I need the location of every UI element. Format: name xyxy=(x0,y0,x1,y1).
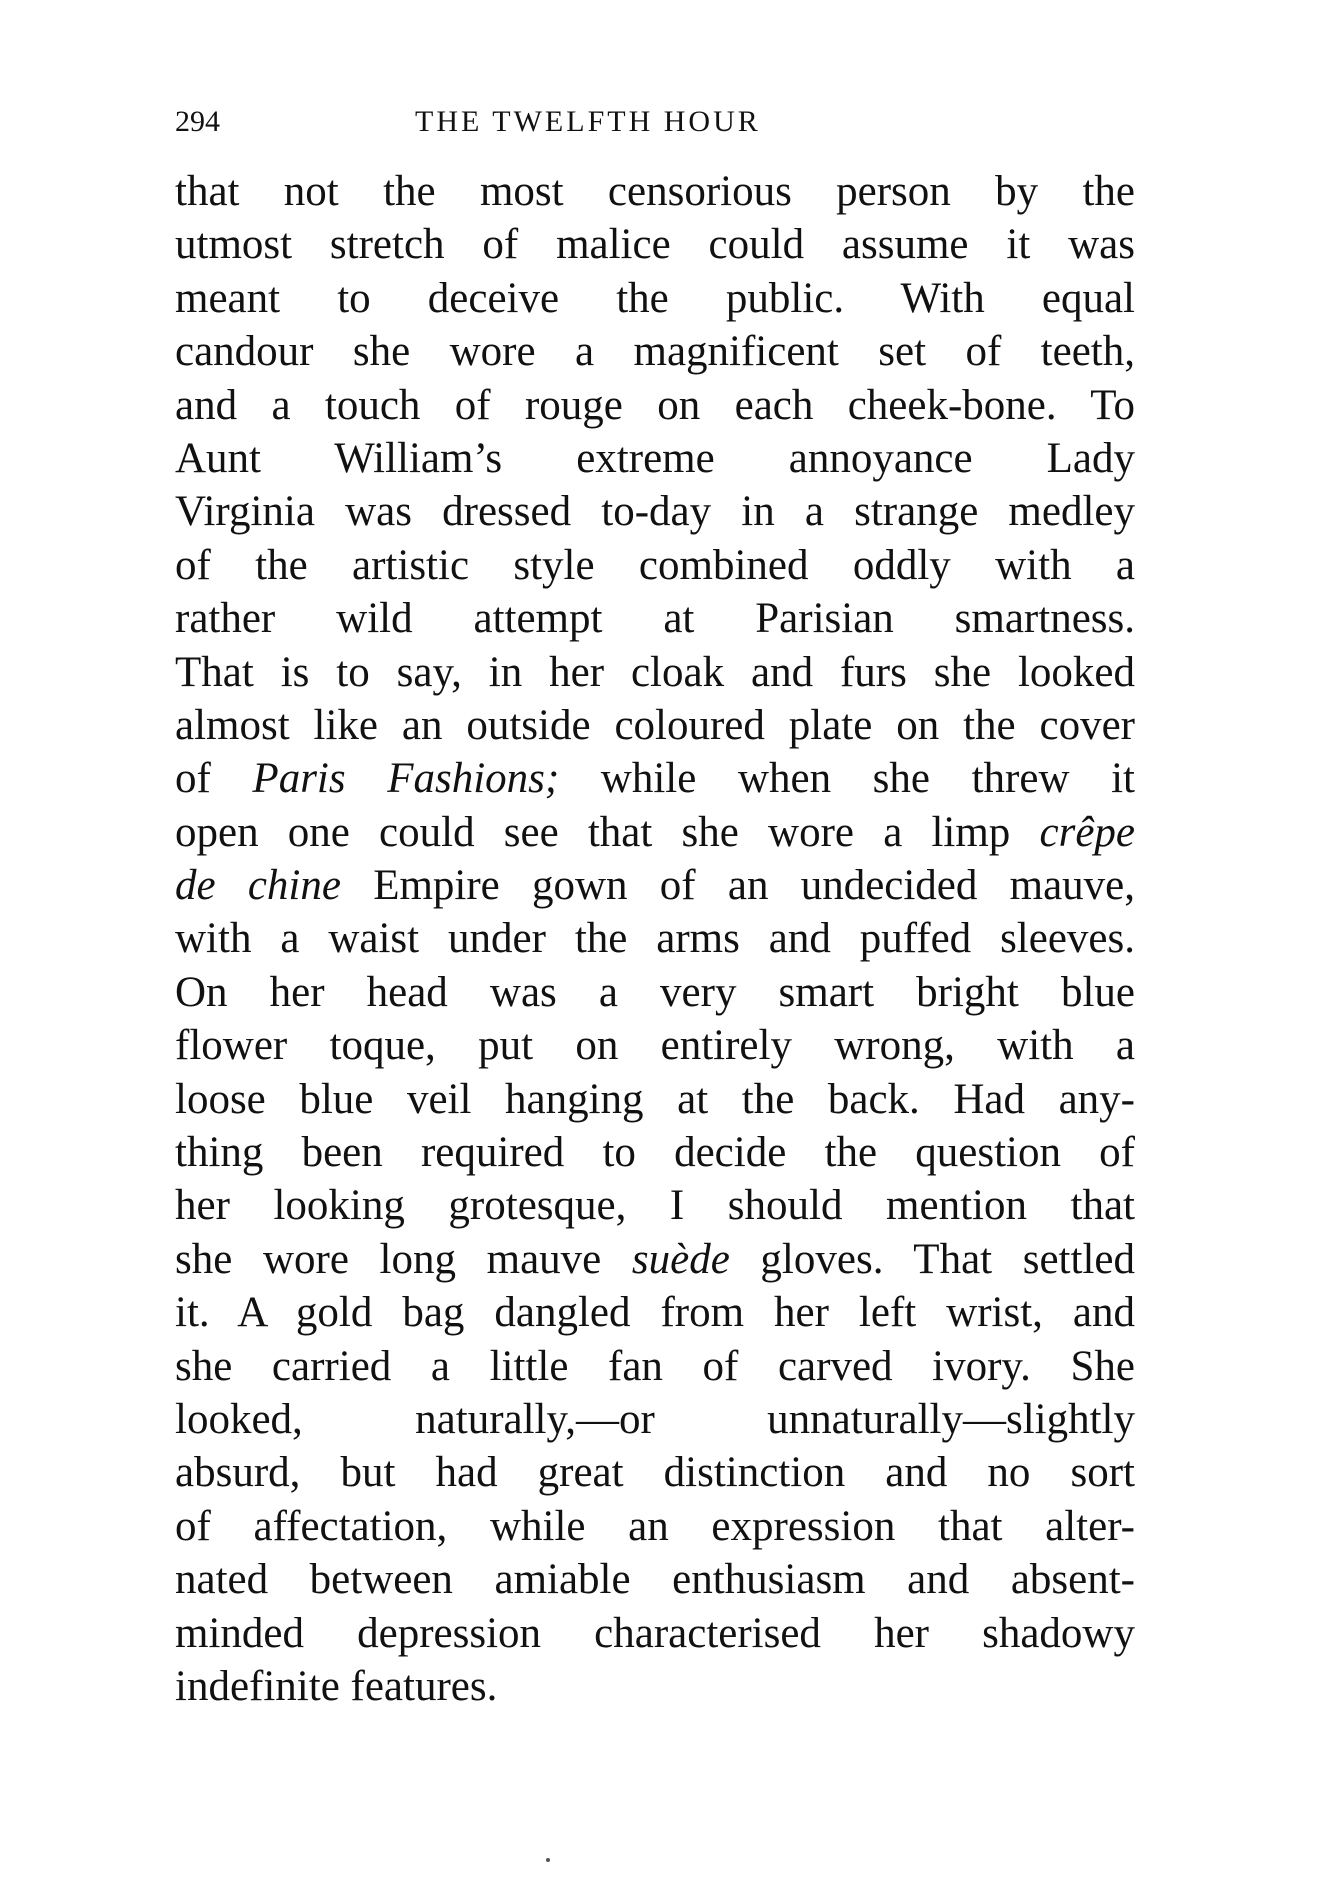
italic-title: Paris Fashions; xyxy=(252,755,560,803)
text-line-29: indefinite features. xyxy=(175,1662,498,1710)
body-text xyxy=(175,165,1135,1713)
text-line-6: Aunt William’s extreme annoyance Lady xyxy=(175,434,1135,482)
text-segment: gloves. That settled xyxy=(729,1235,1135,1283)
text-line-17: flower toque, put on entirely wrong, with a xyxy=(175,1022,1135,1070)
text-line-25: absurd, but had great distinction and no sort xyxy=(175,1449,1135,1497)
text-segment: she wore long mauve xyxy=(175,1235,632,1283)
text-line-24: looked, naturally,—or unnaturally—slightly xyxy=(175,1395,1135,1443)
text-line-14 xyxy=(175,859,1135,912)
text-line-26: of affectation, while an expression that alter- xyxy=(175,1502,1135,1550)
text-line-28: minded depression characterised her shadowy xyxy=(175,1609,1135,1657)
italic-word: de chine xyxy=(175,862,341,910)
text-line-1: that not the most censorious person by the xyxy=(175,168,1135,215)
text-line-22: it. A gold bag dangled from her left wrist, and xyxy=(175,1289,1135,1337)
text-segment: Empire gown of an undecided mauve, xyxy=(340,862,1135,910)
text-line-5: and a touch of rouge on each cheek-bone. To xyxy=(175,381,1135,429)
text-segment: open one could see that she wore a limp xyxy=(175,808,1040,856)
print-speck xyxy=(546,1858,550,1862)
text-line-23: she carried a little fan of carved ivory. She xyxy=(175,1342,1135,1390)
italic-word: suède xyxy=(631,1235,730,1283)
text-line-15: with a waist under the arms and puffed sleeves. xyxy=(175,915,1135,963)
text-segment: while when she threw it xyxy=(559,755,1135,803)
text-line-27: nated between amiable enthusiasm and absent- xyxy=(175,1556,1135,1604)
running-title: THE TWELFTH HOUR xyxy=(415,105,761,138)
text-line-2: utmost stretch of malice could assume it was xyxy=(175,221,1135,269)
text-line-16: On her head was a very smart bright blue xyxy=(175,968,1135,1016)
italic-word: crêpe xyxy=(1039,808,1135,856)
text-line-4: candour she wore a magnificent set of teeth, xyxy=(175,328,1135,376)
text-line-12 xyxy=(175,752,1135,805)
text-line-9: rather wild attempt at Parisian smartness. xyxy=(175,595,1135,643)
text-line-19: thing been required to decide the question of xyxy=(175,1129,1135,1177)
text-line-20: her looking grotesque, I should mention that xyxy=(175,1182,1135,1230)
text-line-3: meant to deceive the public. With equal xyxy=(175,274,1135,322)
page-number: 294 xyxy=(175,105,220,138)
text-line-8: of the artistic style combined oddly with a xyxy=(175,541,1135,589)
text-line-11: almost like an outside coloured plate on the cover xyxy=(175,701,1135,749)
running-head xyxy=(175,102,1135,142)
text-segment: of xyxy=(175,755,253,803)
text-line-21 xyxy=(175,1233,1135,1286)
text-line-13 xyxy=(175,806,1135,859)
text-line-10: That is to say, in her cloak and furs she looked xyxy=(175,648,1135,696)
text-line-7: Virginia was dressed to-day in a strange medley xyxy=(175,488,1135,536)
text-line-18: loose blue veil hanging at the back. Had any- xyxy=(175,1075,1135,1123)
